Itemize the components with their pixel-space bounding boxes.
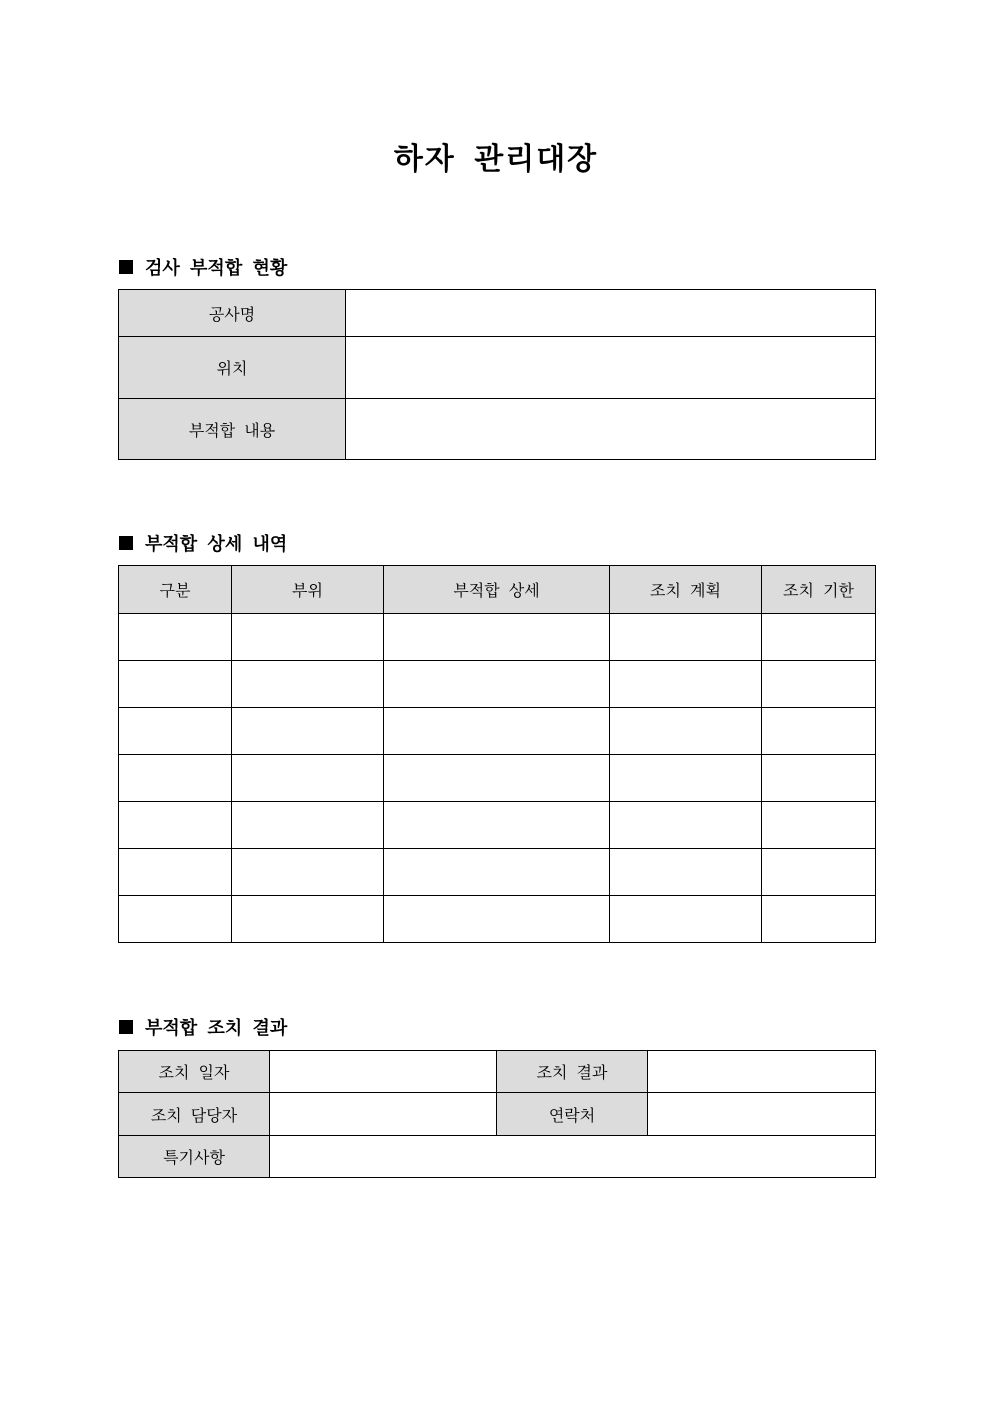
square-bullet-icon: [119, 260, 133, 274]
contact-field[interactable]: [648, 1093, 876, 1136]
table-cell[interactable]: [762, 896, 876, 943]
table-row: [119, 755, 876, 802]
project-name-label: 공사명: [119, 290, 346, 337]
table-cell[interactable]: [119, 614, 232, 661]
contact-label: 연락처: [497, 1093, 648, 1136]
table-cell[interactable]: [119, 849, 232, 896]
action-result-label: 조치 결과: [497, 1051, 648, 1093]
table-cell[interactable]: [232, 708, 384, 755]
column-header-deadline: 조치 기한: [762, 566, 876, 614]
action-table: [118, 1050, 876, 1178]
table-cell[interactable]: [762, 849, 876, 896]
table-cell[interactable]: [610, 661, 762, 708]
inspection-table: [118, 289, 876, 460]
table-cell[interactable]: [384, 614, 610, 661]
detail-section-heading: [119, 530, 287, 556]
detail-table: [118, 565, 876, 943]
nonconformity-content-field[interactable]: [346, 399, 876, 460]
table-header-row: [119, 566, 876, 614]
table-cell[interactable]: [119, 661, 232, 708]
table-cell[interactable]: [232, 755, 384, 802]
table-cell[interactable]: [384, 708, 610, 755]
action-date-label: 조치 일자: [119, 1051, 270, 1093]
table-row: [119, 337, 876, 399]
action-manager-field[interactable]: [270, 1093, 497, 1136]
table-cell[interactable]: [610, 708, 762, 755]
column-header-action-plan: 조치 계획: [610, 566, 762, 614]
action-section-heading: [119, 1014, 287, 1040]
table-cell[interactable]: [384, 661, 610, 708]
table-row: [119, 1093, 876, 1136]
action-heading-text: 부적합 조치 결과: [145, 1018, 288, 1039]
table-row: [119, 896, 876, 943]
inspection-section-heading: [119, 254, 287, 280]
table-cell[interactable]: [232, 896, 384, 943]
table-cell[interactable]: [119, 755, 232, 802]
table-cell[interactable]: [762, 708, 876, 755]
table-cell[interactable]: [610, 802, 762, 849]
table-cell[interactable]: [384, 755, 610, 802]
location-field[interactable]: [346, 337, 876, 399]
table-row: [119, 1136, 876, 1178]
table-cell[interactable]: [762, 755, 876, 802]
table-row: [119, 290, 876, 337]
column-header-part: 부위: [232, 566, 384, 614]
table-cell[interactable]: [384, 849, 610, 896]
column-header-category: 구분: [119, 566, 232, 614]
inspection-heading-text: 검사 부적합 현황: [145, 258, 288, 279]
table-cell[interactable]: [232, 661, 384, 708]
action-date-field[interactable]: [270, 1051, 497, 1093]
table-row: [119, 1051, 876, 1093]
table-cell[interactable]: [232, 614, 384, 661]
project-name-field[interactable]: [346, 290, 876, 337]
nonconformity-content-label: 부적합 내용: [119, 399, 346, 460]
table-cell[interactable]: [119, 708, 232, 755]
table-cell[interactable]: [610, 755, 762, 802]
action-result-field[interactable]: [648, 1051, 876, 1093]
document-title: 하자 관리대장: [393, 142, 599, 177]
table-row: [119, 614, 876, 661]
detail-heading-text: 부적합 상세 내역: [145, 534, 288, 555]
table-cell[interactable]: [762, 661, 876, 708]
table-row: [119, 661, 876, 708]
action-manager-label: 조치 담당자: [119, 1093, 270, 1136]
table-cell[interactable]: [232, 802, 384, 849]
table-cell[interactable]: [610, 614, 762, 661]
column-header-detail: 부적합 상세: [384, 566, 610, 614]
table-cell[interactable]: [610, 849, 762, 896]
square-bullet-icon: [119, 536, 133, 550]
table-cell[interactable]: [762, 802, 876, 849]
location-label: 위치: [119, 337, 346, 399]
table-cell[interactable]: [119, 896, 232, 943]
table-row: [119, 849, 876, 896]
table-cell[interactable]: [119, 802, 232, 849]
table-cell[interactable]: [384, 896, 610, 943]
table-cell[interactable]: [610, 896, 762, 943]
table-row: [119, 802, 876, 849]
table-row: [119, 708, 876, 755]
table-row: [119, 399, 876, 460]
notes-field[interactable]: [270, 1136, 876, 1178]
notes-label: 특기사항: [119, 1136, 270, 1178]
table-cell[interactable]: [232, 849, 384, 896]
table-cell[interactable]: [384, 802, 610, 849]
table-cell[interactable]: [762, 614, 876, 661]
square-bullet-icon: [119, 1020, 133, 1034]
